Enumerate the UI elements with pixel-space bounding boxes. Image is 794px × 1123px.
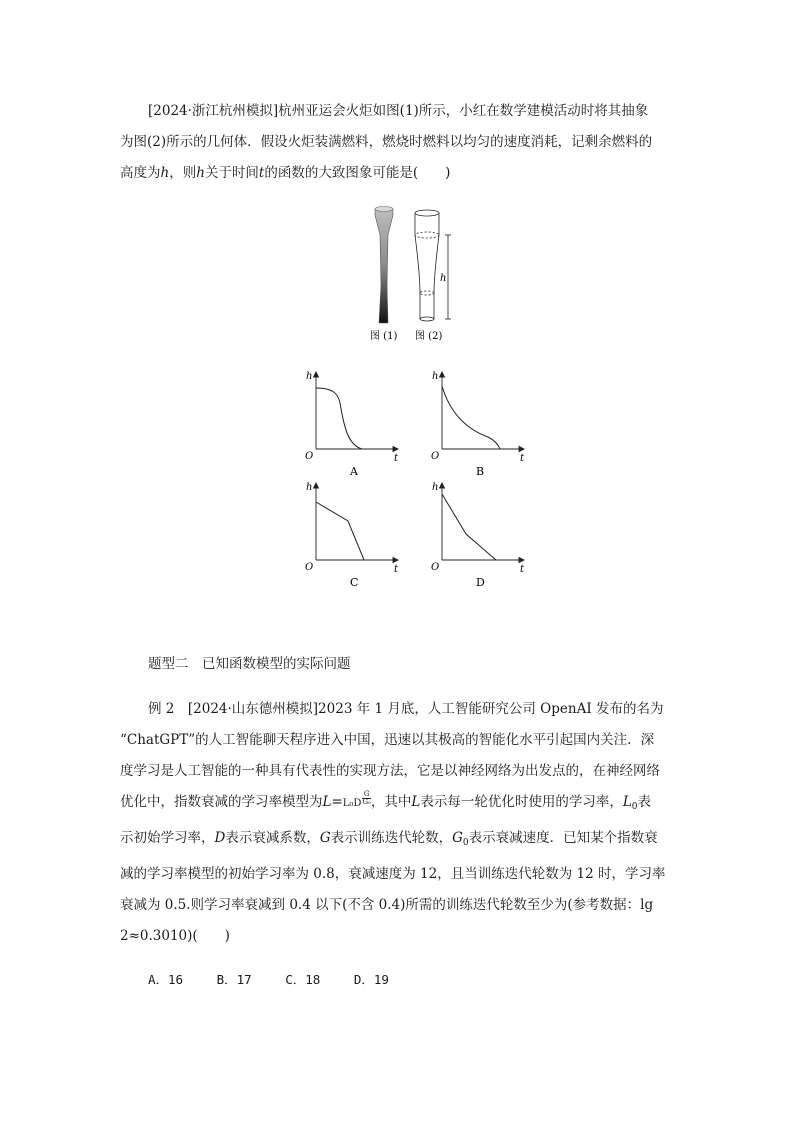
torch-h-label: h xyxy=(440,273,447,284)
graph-c-label: C xyxy=(350,576,359,589)
x-axis-label: t xyxy=(520,453,525,464)
x-axis-arrow xyxy=(393,558,398,563)
x-axis-label: t xyxy=(520,564,525,575)
caption-fig1: 图 (1) xyxy=(370,331,398,342)
graph-c xyxy=(300,476,405,591)
var-t: t xyxy=(258,165,265,181)
curve-c xyxy=(316,502,364,560)
y-axis-label: h xyxy=(432,371,439,382)
example2-line6: 减的学习率模型的初始学习率为 0.8，衰减速度为 12，且当训练迭代轮数为 12 时，学习率 xyxy=(120,866,666,882)
y-axis-arrow xyxy=(440,483,445,488)
y-axis-arrow xyxy=(314,483,319,488)
origin-label: O xyxy=(431,451,440,462)
x-axis-label: t xyxy=(394,564,399,575)
example2-line5: 示初始学习率，D表示衰减系数，G表示训练迭代轮数，$G_0$表示衰减速度．已知某个指数衰 xyxy=(120,830,658,848)
example2-line7: 衰减为 0.5.则学习率衰减到 0.4 以下(不含 0.4)所需的训练迭代轮数至少为(参考数据：lg xyxy=(120,897,654,913)
example2-line2: “ChatGPT”的人工智能聊天程序进入中国，迅速以其极高的智能化水平引起国内关注．深 xyxy=(120,732,655,748)
var-h: h xyxy=(160,165,170,181)
problem1-line1: [2024·浙江杭州模拟]杭州亚运会火炬如图(1)所示，小红在数学建模活动时将其抽象 xyxy=(148,103,649,119)
torch-geometric-model xyxy=(415,210,451,321)
curve-b xyxy=(442,386,500,449)
problem1-line2: 为图(2)所示的几何体．假设火炬装满燃料，燃烧时燃料以均匀的速度消耗，记剩余燃料的 xyxy=(120,134,653,150)
graph-d-label: D xyxy=(476,576,485,589)
x-axis-arrow xyxy=(519,447,524,452)
var-h-2: h xyxy=(196,165,205,181)
example2-line4: 优化中，指数衰减的学习率模型为L=L₀D $\frac{G}{\text{G₀}}$ ，其中L表示每一轮优化时使用的学习率，$L_0$表 xyxy=(120,790,652,812)
curve-a xyxy=(316,388,362,449)
y-axis-label: h xyxy=(306,482,313,493)
origin-label: O xyxy=(431,562,440,573)
example2-line3: 度学习是人工智能的一种具有代表性的实现方法，它是以神经网络为出发点的，在神经网络 xyxy=(120,763,660,779)
torch-figure xyxy=(360,205,470,345)
torch-photo xyxy=(375,207,393,324)
option-a[interactable]: A．16 xyxy=(148,972,184,987)
y-axis-label: h xyxy=(306,371,313,382)
graph-b xyxy=(426,365,531,480)
section-title: 题型二 已知函数模型的实际问题 xyxy=(148,656,351,672)
graph-b-label: B xyxy=(476,465,485,478)
x-axis-arrow xyxy=(393,447,398,452)
example2-line1: 例 2 [2024·山东德州模拟]2023 年 1 月底，人工智能研究公司 OpenAI 发布的名为 xyxy=(148,701,664,717)
y-axis-label: h xyxy=(432,482,439,493)
caption-fig2: 图 (2) xyxy=(415,331,443,342)
answer-options xyxy=(148,970,415,988)
x-axis-label: t xyxy=(394,453,399,464)
problem1-line3: 高度为h，则h关于时间t的函数的大致图象可能是( ) xyxy=(120,165,451,181)
y-axis-arrow xyxy=(314,372,319,377)
formula: L₀D $\frac{G}{\text{G₀}}$ xyxy=(342,790,371,809)
example2-line8: 2≈0.3010)( ) xyxy=(120,928,230,944)
graph-d xyxy=(426,476,531,591)
option-b[interactable]: B．17 xyxy=(216,972,252,987)
option-d[interactable]: D．19 xyxy=(353,972,389,987)
curve-d xyxy=(442,494,496,560)
graph-a-label: A xyxy=(350,465,358,478)
x-axis-arrow xyxy=(519,558,524,563)
y-axis-arrow xyxy=(440,372,445,377)
example2-text xyxy=(120,694,676,952)
origin-label: O xyxy=(305,562,314,573)
problem1-text xyxy=(120,96,676,189)
option-c[interactable]: C．18 xyxy=(285,972,321,987)
graph-a xyxy=(300,365,405,480)
origin-label: O xyxy=(305,451,314,462)
